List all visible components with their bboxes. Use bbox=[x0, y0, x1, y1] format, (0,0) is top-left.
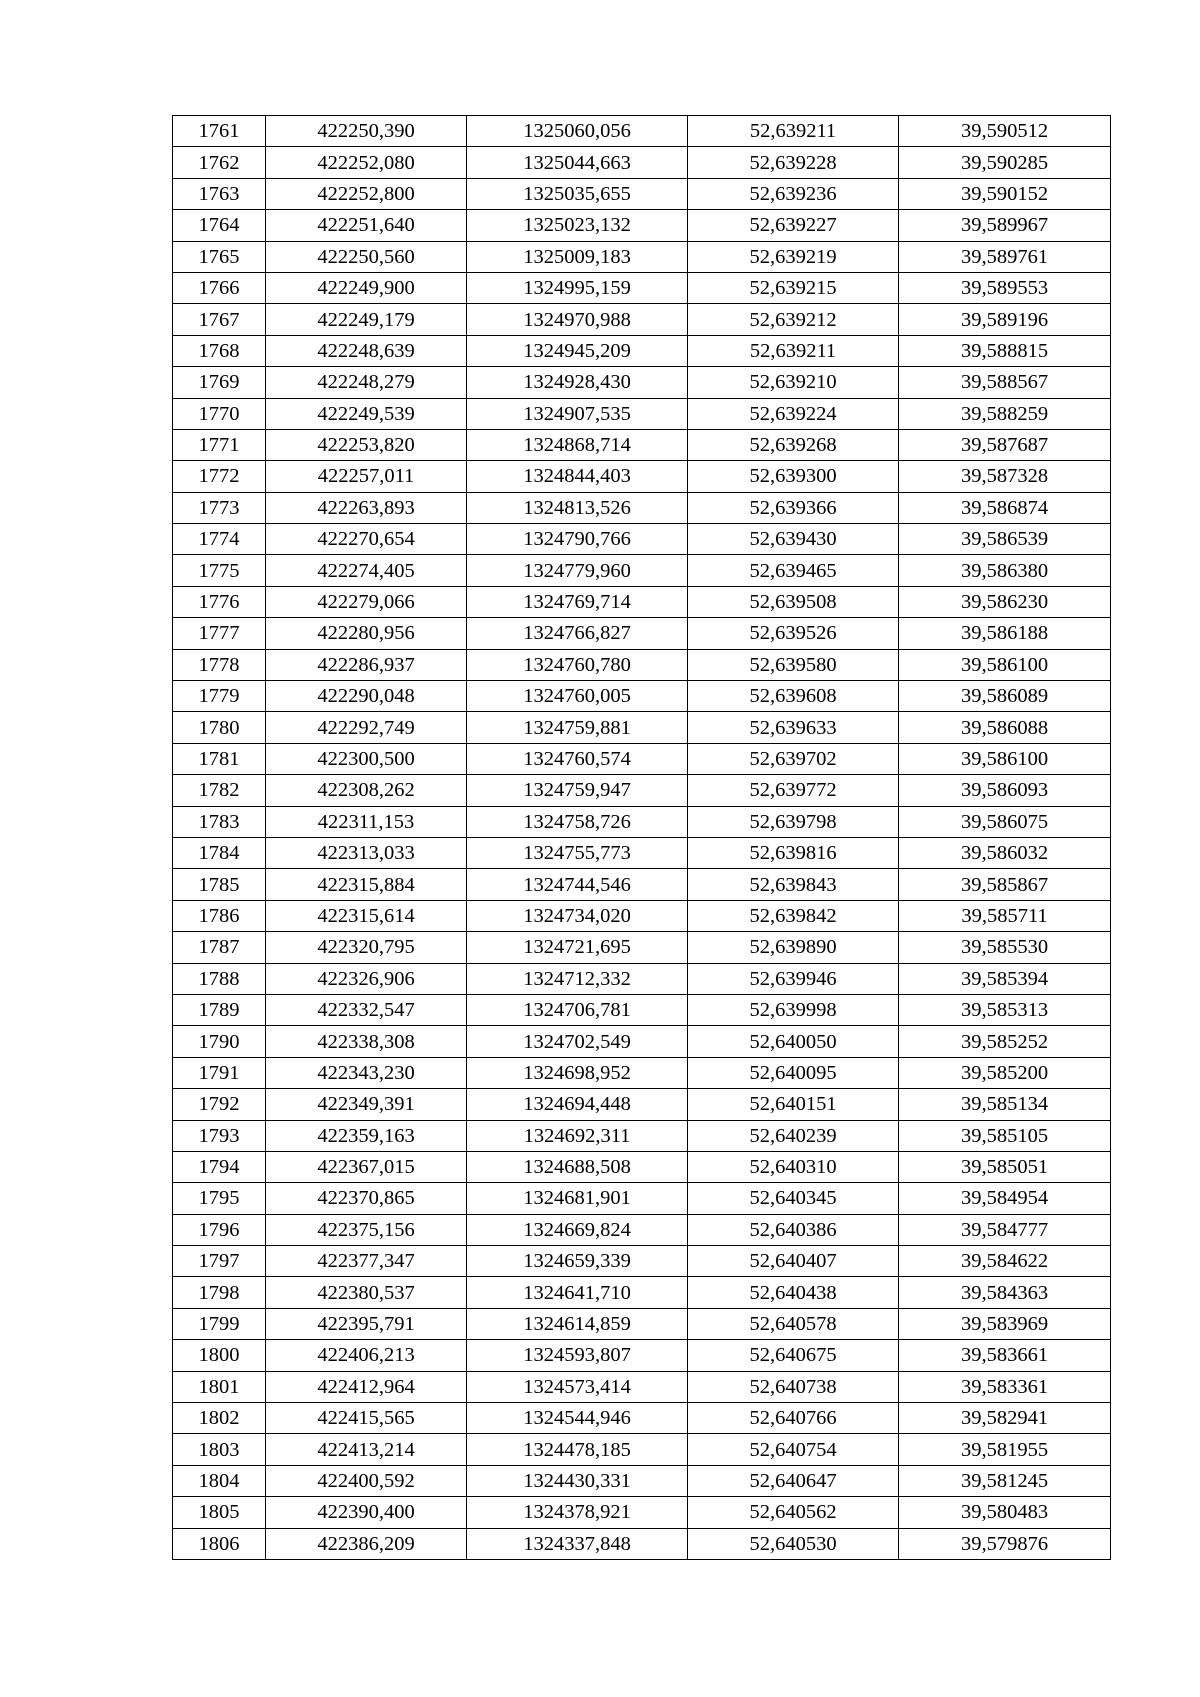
longitude-cell: 39,588815 bbox=[899, 335, 1111, 366]
x-coordinate-cell: 422249,539 bbox=[266, 398, 467, 429]
longitude-cell: 39,586100 bbox=[899, 649, 1111, 680]
y-coordinate-cell: 1325060,056 bbox=[467, 116, 688, 147]
point-number-cell: 1792 bbox=[173, 1089, 266, 1120]
point-number-cell: 1803 bbox=[173, 1434, 266, 1465]
latitude-cell: 52,640578 bbox=[688, 1308, 899, 1339]
x-coordinate-cell: 422252,080 bbox=[266, 147, 467, 178]
point-number-cell: 1801 bbox=[173, 1371, 266, 1402]
x-coordinate-cell: 422400,592 bbox=[266, 1465, 467, 1496]
latitude-cell: 52,639890 bbox=[688, 932, 899, 963]
x-coordinate-cell: 422377,347 bbox=[266, 1246, 467, 1277]
longitude-cell: 39,589196 bbox=[899, 304, 1111, 335]
latitude-cell: 52,639608 bbox=[688, 681, 899, 712]
x-coordinate-cell: 422343,230 bbox=[266, 1057, 467, 1088]
table-row bbox=[173, 1497, 1111, 1528]
x-coordinate-cell: 422252,800 bbox=[266, 178, 467, 209]
point-number-cell: 1796 bbox=[173, 1214, 266, 1245]
longitude-cell: 39,583361 bbox=[899, 1371, 1111, 1402]
longitude-cell: 39,585134 bbox=[899, 1089, 1111, 1120]
y-coordinate-cell: 1324573,414 bbox=[467, 1371, 688, 1402]
latitude-cell: 52,639702 bbox=[688, 743, 899, 774]
latitude-cell: 52,639508 bbox=[688, 586, 899, 617]
x-coordinate-cell: 422367,015 bbox=[266, 1151, 467, 1182]
x-coordinate-cell: 422286,937 bbox=[266, 649, 467, 680]
x-coordinate-cell: 422251,640 bbox=[266, 210, 467, 241]
y-coordinate-cell: 1324721,695 bbox=[467, 932, 688, 963]
y-coordinate-cell: 1324544,946 bbox=[467, 1403, 688, 1434]
table-row bbox=[173, 524, 1111, 555]
latitude-cell: 52,639228 bbox=[688, 147, 899, 178]
y-coordinate-cell: 1324813,526 bbox=[467, 492, 688, 523]
y-coordinate-cell: 1324614,859 bbox=[467, 1308, 688, 1339]
point-number-cell: 1806 bbox=[173, 1528, 266, 1559]
table-row bbox=[173, 1120, 1111, 1151]
x-coordinate-cell: 422413,214 bbox=[266, 1434, 467, 1465]
y-coordinate-cell: 1324698,952 bbox=[467, 1057, 688, 1088]
longitude-cell: 39,585711 bbox=[899, 900, 1111, 931]
longitude-cell: 39,584954 bbox=[899, 1183, 1111, 1214]
latitude-cell: 52,639268 bbox=[688, 429, 899, 460]
y-coordinate-cell: 1324945,209 bbox=[467, 335, 688, 366]
y-coordinate-cell: 1324868,714 bbox=[467, 429, 688, 460]
y-coordinate-cell: 1324755,773 bbox=[467, 837, 688, 868]
point-number-cell: 1786 bbox=[173, 900, 266, 931]
latitude-cell: 52,639798 bbox=[688, 806, 899, 837]
latitude-cell: 52,640050 bbox=[688, 1026, 899, 1057]
point-number-cell: 1769 bbox=[173, 367, 266, 398]
table-row bbox=[173, 178, 1111, 209]
longitude-cell: 39,585200 bbox=[899, 1057, 1111, 1088]
longitude-cell: 39,585394 bbox=[899, 963, 1111, 994]
longitude-cell: 39,586188 bbox=[899, 618, 1111, 649]
y-coordinate-cell: 1324970,988 bbox=[467, 304, 688, 335]
table-row bbox=[173, 1057, 1111, 1088]
table-row bbox=[173, 1371, 1111, 1402]
table-row bbox=[173, 1183, 1111, 1214]
latitude-cell: 52,639465 bbox=[688, 555, 899, 586]
point-number-cell: 1770 bbox=[173, 398, 266, 429]
point-number-cell: 1763 bbox=[173, 178, 266, 209]
longitude-cell: 39,583661 bbox=[899, 1340, 1111, 1371]
point-number-cell: 1780 bbox=[173, 712, 266, 743]
y-coordinate-cell: 1324692,311 bbox=[467, 1120, 688, 1151]
longitude-cell: 39,586230 bbox=[899, 586, 1111, 617]
table-row bbox=[173, 461, 1111, 492]
point-number-cell: 1805 bbox=[173, 1497, 266, 1528]
y-coordinate-cell: 1324760,780 bbox=[467, 649, 688, 680]
y-coordinate-cell: 1324688,508 bbox=[467, 1151, 688, 1182]
x-coordinate-cell: 422280,956 bbox=[266, 618, 467, 649]
longitude-cell: 39,582941 bbox=[899, 1403, 1111, 1434]
point-number-cell: 1794 bbox=[173, 1151, 266, 1182]
longitude-cell: 39,589761 bbox=[899, 241, 1111, 272]
x-coordinate-cell: 422263,893 bbox=[266, 492, 467, 523]
table-row bbox=[173, 1151, 1111, 1182]
longitude-cell: 39,589553 bbox=[899, 272, 1111, 303]
latitude-cell: 52,640239 bbox=[688, 1120, 899, 1151]
table-row bbox=[173, 555, 1111, 586]
y-coordinate-cell: 1324995,159 bbox=[467, 272, 688, 303]
point-number-cell: 1797 bbox=[173, 1246, 266, 1277]
point-number-cell: 1788 bbox=[173, 963, 266, 994]
table-row bbox=[173, 1465, 1111, 1496]
y-coordinate-cell: 1324337,848 bbox=[467, 1528, 688, 1559]
point-number-cell: 1784 bbox=[173, 837, 266, 868]
x-coordinate-cell: 422320,795 bbox=[266, 932, 467, 963]
latitude-cell: 52,639430 bbox=[688, 524, 899, 555]
y-coordinate-cell: 1324641,710 bbox=[467, 1277, 688, 1308]
point-number-cell: 1804 bbox=[173, 1465, 266, 1496]
y-coordinate-cell: 1324430,331 bbox=[467, 1465, 688, 1496]
y-coordinate-cell: 1324844,403 bbox=[467, 461, 688, 492]
longitude-cell: 39,584363 bbox=[899, 1277, 1111, 1308]
point-number-cell: 1787 bbox=[173, 932, 266, 963]
point-number-cell: 1765 bbox=[173, 241, 266, 272]
table-row bbox=[173, 963, 1111, 994]
point-number-cell: 1761 bbox=[173, 116, 266, 147]
x-coordinate-cell: 422250,560 bbox=[266, 241, 467, 272]
latitude-cell: 52,639219 bbox=[688, 241, 899, 272]
x-coordinate-cell: 422315,614 bbox=[266, 900, 467, 931]
longitude-cell: 39,586075 bbox=[899, 806, 1111, 837]
table-row bbox=[173, 681, 1111, 712]
table-row bbox=[173, 1308, 1111, 1339]
x-coordinate-cell: 422313,033 bbox=[266, 837, 467, 868]
y-coordinate-cell: 1324928,430 bbox=[467, 367, 688, 398]
x-coordinate-cell: 422249,179 bbox=[266, 304, 467, 335]
y-coordinate-cell: 1324659,339 bbox=[467, 1246, 688, 1277]
longitude-cell: 39,587328 bbox=[899, 461, 1111, 492]
y-coordinate-cell: 1324478,185 bbox=[467, 1434, 688, 1465]
latitude-cell: 52,639212 bbox=[688, 304, 899, 335]
point-number-cell: 1762 bbox=[173, 147, 266, 178]
point-number-cell: 1795 bbox=[173, 1183, 266, 1214]
y-coordinate-cell: 1324378,921 bbox=[467, 1497, 688, 1528]
y-coordinate-cell: 1324758,726 bbox=[467, 806, 688, 837]
y-coordinate-cell: 1325035,655 bbox=[467, 178, 688, 209]
table-row bbox=[173, 1340, 1111, 1371]
longitude-cell: 39,586100 bbox=[899, 743, 1111, 774]
point-number-cell: 1778 bbox=[173, 649, 266, 680]
x-coordinate-cell: 422253,820 bbox=[266, 429, 467, 460]
x-coordinate-cell: 422326,906 bbox=[266, 963, 467, 994]
x-coordinate-cell: 422338,308 bbox=[266, 1026, 467, 1057]
y-coordinate-cell: 1324759,947 bbox=[467, 775, 688, 806]
latitude-cell: 52,640738 bbox=[688, 1371, 899, 1402]
latitude-cell: 52,640754 bbox=[688, 1434, 899, 1465]
y-coordinate-cell: 1324760,005 bbox=[467, 681, 688, 712]
x-coordinate-cell: 422292,749 bbox=[266, 712, 467, 743]
table-row bbox=[173, 1089, 1111, 1120]
latitude-cell: 52,640438 bbox=[688, 1277, 899, 1308]
latitude-cell: 52,639998 bbox=[688, 994, 899, 1025]
point-number-cell: 1771 bbox=[173, 429, 266, 460]
table-row bbox=[173, 712, 1111, 743]
point-number-cell: 1773 bbox=[173, 492, 266, 523]
latitude-cell: 52,639842 bbox=[688, 900, 899, 931]
table-row bbox=[173, 932, 1111, 963]
longitude-cell: 39,585313 bbox=[899, 994, 1111, 1025]
table-row bbox=[173, 649, 1111, 680]
longitude-cell: 39,588259 bbox=[899, 398, 1111, 429]
y-coordinate-cell: 1325009,183 bbox=[467, 241, 688, 272]
longitude-cell: 39,590285 bbox=[899, 147, 1111, 178]
longitude-cell: 39,585105 bbox=[899, 1120, 1111, 1151]
table-row bbox=[173, 1528, 1111, 1559]
point-number-cell: 1774 bbox=[173, 524, 266, 555]
point-number-cell: 1799 bbox=[173, 1308, 266, 1339]
longitude-cell: 39,585051 bbox=[899, 1151, 1111, 1182]
x-coordinate-cell: 422349,391 bbox=[266, 1089, 467, 1120]
table-row bbox=[173, 994, 1111, 1025]
table-row bbox=[173, 492, 1111, 523]
point-number-cell: 1798 bbox=[173, 1277, 266, 1308]
latitude-cell: 52,639210 bbox=[688, 367, 899, 398]
point-number-cell: 1777 bbox=[173, 618, 266, 649]
x-coordinate-cell: 422300,500 bbox=[266, 743, 467, 774]
latitude-cell: 52,639211 bbox=[688, 335, 899, 366]
x-coordinate-cell: 422395,791 bbox=[266, 1308, 467, 1339]
y-coordinate-cell: 1325044,663 bbox=[467, 147, 688, 178]
longitude-cell: 39,586874 bbox=[899, 492, 1111, 523]
point-number-cell: 1776 bbox=[173, 586, 266, 617]
y-coordinate-cell: 1324759,881 bbox=[467, 712, 688, 743]
table-row bbox=[173, 367, 1111, 398]
y-coordinate-cell: 1324766,827 bbox=[467, 618, 688, 649]
table-row bbox=[173, 1026, 1111, 1057]
x-coordinate-cell: 422250,390 bbox=[266, 116, 467, 147]
x-coordinate-cell: 422359,163 bbox=[266, 1120, 467, 1151]
longitude-cell: 39,581955 bbox=[899, 1434, 1111, 1465]
longitude-cell: 39,583969 bbox=[899, 1308, 1111, 1339]
x-coordinate-cell: 422311,153 bbox=[266, 806, 467, 837]
table-row bbox=[173, 304, 1111, 335]
latitude-cell: 52,639227 bbox=[688, 210, 899, 241]
x-coordinate-cell: 422308,262 bbox=[266, 775, 467, 806]
y-coordinate-cell: 1324779,960 bbox=[467, 555, 688, 586]
longitude-cell: 39,586088 bbox=[899, 712, 1111, 743]
point-number-cell: 1789 bbox=[173, 994, 266, 1025]
point-number-cell: 1775 bbox=[173, 555, 266, 586]
latitude-cell: 52,639580 bbox=[688, 649, 899, 680]
table-row bbox=[173, 1214, 1111, 1245]
latitude-cell: 52,639300 bbox=[688, 461, 899, 492]
longitude-cell: 39,586380 bbox=[899, 555, 1111, 586]
longitude-cell: 39,586089 bbox=[899, 681, 1111, 712]
longitude-cell: 39,586093 bbox=[899, 775, 1111, 806]
y-coordinate-cell: 1324593,807 bbox=[467, 1340, 688, 1371]
latitude-cell: 52,639772 bbox=[688, 775, 899, 806]
y-coordinate-cell: 1324706,781 bbox=[467, 994, 688, 1025]
y-coordinate-cell: 1324681,901 bbox=[467, 1183, 688, 1214]
table-row bbox=[173, 618, 1111, 649]
table-row bbox=[173, 241, 1111, 272]
x-coordinate-cell: 422315,884 bbox=[266, 869, 467, 900]
y-coordinate-cell: 1324760,574 bbox=[467, 743, 688, 774]
y-coordinate-cell: 1324734,020 bbox=[467, 900, 688, 931]
coordinates-table bbox=[172, 115, 1111, 1560]
point-number-cell: 1781 bbox=[173, 743, 266, 774]
longitude-cell: 39,584777 bbox=[899, 1214, 1111, 1245]
x-coordinate-cell: 422279,066 bbox=[266, 586, 467, 617]
point-number-cell: 1766 bbox=[173, 272, 266, 303]
x-coordinate-cell: 422332,547 bbox=[266, 994, 467, 1025]
latitude-cell: 52,639215 bbox=[688, 272, 899, 303]
table-row bbox=[173, 869, 1111, 900]
y-coordinate-cell: 1324694,448 bbox=[467, 1089, 688, 1120]
latitude-cell: 52,639816 bbox=[688, 837, 899, 868]
table-row bbox=[173, 1403, 1111, 1434]
table-row bbox=[173, 335, 1111, 366]
table-row bbox=[173, 429, 1111, 460]
y-coordinate-cell: 1324907,535 bbox=[467, 398, 688, 429]
longitude-cell: 39,585867 bbox=[899, 869, 1111, 900]
table-row bbox=[173, 210, 1111, 241]
x-coordinate-cell: 422274,405 bbox=[266, 555, 467, 586]
table-row bbox=[173, 837, 1111, 868]
x-coordinate-cell: 422290,048 bbox=[266, 681, 467, 712]
y-coordinate-cell: 1324744,546 bbox=[467, 869, 688, 900]
latitude-cell: 52,640562 bbox=[688, 1497, 899, 1528]
table-row bbox=[173, 900, 1111, 931]
point-number-cell: 1768 bbox=[173, 335, 266, 366]
latitude-cell: 52,639526 bbox=[688, 618, 899, 649]
latitude-cell: 52,640095 bbox=[688, 1057, 899, 1088]
latitude-cell: 52,640766 bbox=[688, 1403, 899, 1434]
point-number-cell: 1790 bbox=[173, 1026, 266, 1057]
table-row bbox=[173, 775, 1111, 806]
longitude-cell: 39,587687 bbox=[899, 429, 1111, 460]
table-row bbox=[173, 116, 1111, 147]
longitude-cell: 39,590152 bbox=[899, 178, 1111, 209]
table-row bbox=[173, 586, 1111, 617]
latitude-cell: 52,639946 bbox=[688, 963, 899, 994]
point-number-cell: 1767 bbox=[173, 304, 266, 335]
latitude-cell: 52,640530 bbox=[688, 1528, 899, 1559]
x-coordinate-cell: 422248,279 bbox=[266, 367, 467, 398]
x-coordinate-cell: 422248,639 bbox=[266, 335, 467, 366]
x-coordinate-cell: 422390,400 bbox=[266, 1497, 467, 1528]
table-row bbox=[173, 398, 1111, 429]
longitude-cell: 39,579876 bbox=[899, 1528, 1111, 1559]
y-coordinate-cell: 1324702,549 bbox=[467, 1026, 688, 1057]
x-coordinate-cell: 422270,654 bbox=[266, 524, 467, 555]
point-number-cell: 1800 bbox=[173, 1340, 266, 1371]
table-row bbox=[173, 1277, 1111, 1308]
latitude-cell: 52,639843 bbox=[688, 869, 899, 900]
coordinates-table-body bbox=[173, 116, 1111, 1560]
latitude-cell: 52,639236 bbox=[688, 178, 899, 209]
y-coordinate-cell: 1324769,714 bbox=[467, 586, 688, 617]
y-coordinate-cell: 1324669,824 bbox=[467, 1214, 688, 1245]
y-coordinate-cell: 1324790,766 bbox=[467, 524, 688, 555]
x-coordinate-cell: 422375,156 bbox=[266, 1214, 467, 1245]
point-number-cell: 1783 bbox=[173, 806, 266, 837]
latitude-cell: 52,640647 bbox=[688, 1465, 899, 1496]
table-row bbox=[173, 1246, 1111, 1277]
latitude-cell: 52,640345 bbox=[688, 1183, 899, 1214]
y-coordinate-cell: 1325023,132 bbox=[467, 210, 688, 241]
point-number-cell: 1779 bbox=[173, 681, 266, 712]
longitude-cell: 39,580483 bbox=[899, 1497, 1111, 1528]
x-coordinate-cell: 422415,565 bbox=[266, 1403, 467, 1434]
latitude-cell: 52,639224 bbox=[688, 398, 899, 429]
table-row bbox=[173, 147, 1111, 178]
point-number-cell: 1791 bbox=[173, 1057, 266, 1088]
point-number-cell: 1782 bbox=[173, 775, 266, 806]
longitude-cell: 39,590512 bbox=[899, 116, 1111, 147]
longitude-cell: 39,588567 bbox=[899, 367, 1111, 398]
longitude-cell: 39,584622 bbox=[899, 1246, 1111, 1277]
latitude-cell: 52,640407 bbox=[688, 1246, 899, 1277]
latitude-cell: 52,639211 bbox=[688, 116, 899, 147]
y-coordinate-cell: 1324712,332 bbox=[467, 963, 688, 994]
point-number-cell: 1764 bbox=[173, 210, 266, 241]
table-row bbox=[173, 272, 1111, 303]
longitude-cell: 39,586539 bbox=[899, 524, 1111, 555]
point-number-cell: 1802 bbox=[173, 1403, 266, 1434]
table-row bbox=[173, 806, 1111, 837]
x-coordinate-cell: 422380,537 bbox=[266, 1277, 467, 1308]
latitude-cell: 52,639633 bbox=[688, 712, 899, 743]
x-coordinate-cell: 422412,964 bbox=[266, 1371, 467, 1402]
x-coordinate-cell: 422257,011 bbox=[266, 461, 467, 492]
point-number-cell: 1772 bbox=[173, 461, 266, 492]
x-coordinate-cell: 422370,865 bbox=[266, 1183, 467, 1214]
longitude-cell: 39,589967 bbox=[899, 210, 1111, 241]
longitude-cell: 39,585252 bbox=[899, 1026, 1111, 1057]
longitude-cell: 39,585530 bbox=[899, 932, 1111, 963]
table-row bbox=[173, 743, 1111, 774]
longitude-cell: 39,581245 bbox=[899, 1465, 1111, 1496]
x-coordinate-cell: 422386,209 bbox=[266, 1528, 467, 1559]
point-number-cell: 1793 bbox=[173, 1120, 266, 1151]
latitude-cell: 52,640151 bbox=[688, 1089, 899, 1120]
latitude-cell: 52,639366 bbox=[688, 492, 899, 523]
latitude-cell: 52,640675 bbox=[688, 1340, 899, 1371]
x-coordinate-cell: 422406,213 bbox=[266, 1340, 467, 1371]
point-number-cell: 1785 bbox=[173, 869, 266, 900]
table-row bbox=[173, 1434, 1111, 1465]
x-coordinate-cell: 422249,900 bbox=[266, 272, 467, 303]
latitude-cell: 52,640310 bbox=[688, 1151, 899, 1182]
latitude-cell: 52,640386 bbox=[688, 1214, 899, 1245]
longitude-cell: 39,586032 bbox=[899, 837, 1111, 868]
